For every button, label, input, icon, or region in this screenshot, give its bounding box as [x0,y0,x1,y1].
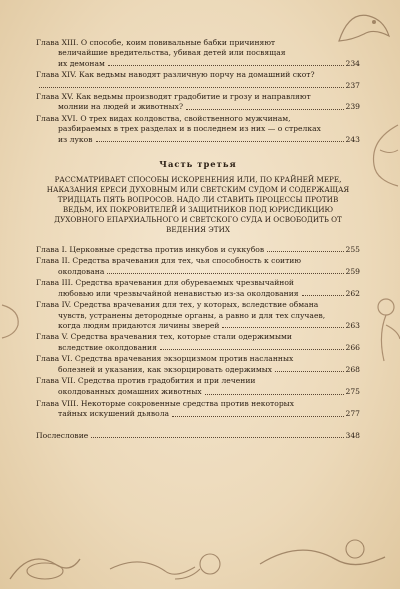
toc-entry[interactable] [36,300,360,331]
toc-entry[interactable] [36,399,360,420]
toc-entry-page: 277 [345,409,360,419]
toc-entry-title: болезней и указания, как экзорцировать одержимых [58,364,273,374]
toc-entry-last-line [36,321,360,331]
toc-entry[interactable] [36,92,360,113]
afterword-page: 348 [345,430,360,440]
toc-entry-line: Глава III. Средства врачевания для обуреваемых чрезвычайной [36,278,294,288]
figure-illustration-right [358,295,400,365]
dot-leader [96,141,344,142]
dot-leader [275,371,343,372]
toc-entry[interactable] [36,332,360,353]
table-of-contents [36,38,360,442]
toc-entry-line: Глава V. Средства врачевания тех, которые стали одержимыми [36,332,292,342]
toc-entry-title: когда людям придаются личины зверей [58,320,220,330]
part-title: Часть третья [159,159,237,170]
dot-leader [205,394,344,395]
toc-entry-title: Глава VII. Средства против градобития и при лечении [36,375,256,385]
toc-entry-line: Глава XIV. Как ведьмы наводят различную порчу на домашний скот? [36,70,315,80]
dot-leader [39,87,344,88]
toc-entry-page: 237 [345,80,360,90]
dot-leader [107,273,343,274]
toc-entry-title: молнии на людей и животных? [58,102,184,112]
dot-leader [160,349,344,350]
toc-entry-line: Глава IV. Средства врачевания для тех, у которых, вследствие обмана [36,300,319,310]
toc-entry-title: любовью или чрезвычайной ненавистью из-за околдования [58,288,299,298]
toc-entry-page: 255 [345,245,360,255]
bottom-creatures-illustration [0,509,400,589]
toc-entry-line: Глава II. Средства врачевания для тех, чья способность к соитию [36,256,301,266]
toc-entry-last-line [36,289,360,299]
toc-entry-last-line [36,59,360,69]
toc-entry-title: из луков [58,134,93,144]
dot-leader [172,416,343,417]
part-description: РАССМАТРИВАЕТ СПОСОБЫ ИСКОРЕНЕНИЯ ИЛИ, ПО КРАЙНЕЙ МЕРЕ, НАКАЗАНИЯ ЕРЕСИ ДУХОВНЫМ ИЛИ СВЕТСКИМ СУДОМ И СОДЕРЖАЩАЯ ТРИДЦАТЬ ПЯТЬ ВОПРОСОВ. НАДО ЛИ СТАВИТЬ ПРОЦЕССЫ ПРОТИВ ВЕДЬМ, ИХ ПОКРОВИТЕЛЕЙ И ЗАЩИТНИКОВ ПОД ЮРИСДИКЦИЮ ДУХОВНОГО ЕПАРХИАЛЬНОГО И СВЕТСКОГО СУДА И ОСВОБОДИТЬ ОТ ВЕДЕНИЯ ЭТИХ [46,175,350,235]
toc-entry-line: величайшие вредительства, убивая детей или посвящая [58,48,286,58]
toc-entry-title: вследствие околдования [58,342,157,352]
toc-entry-last-line [36,409,360,419]
toc-entry-last-line [36,267,360,277]
toc-entry-page: 239 [345,102,360,112]
toc-entry[interactable] [36,245,360,255]
toc-entry-page: 259 [345,266,360,276]
toc-entry-last-line [36,343,360,353]
toc-entry-line: Глава XV. Как ведьмы производят градобитие и грозу и направляют [36,92,311,102]
toc-entry[interactable] [36,38,360,69]
toc-entry-line: разбираемых в трех разделах и в последнем из них — о стрелках [58,124,321,134]
toc-entry-title: их демонам [58,58,105,68]
spacer [36,421,360,431]
dot-leader [302,295,344,296]
toc-entry-line: чувств, устранены детородные органы, а равно и для тех случаев, [58,310,326,320]
toc-group-part-two [36,38,360,145]
toc-entry-line: Глава VI. Средства врачевания экзорцизмом против насланных [36,354,294,364]
toc-entry-title: околдована [58,266,105,276]
toc-entry[interactable] [36,387,360,397]
toc-entry-last-line [36,376,360,386]
toc-entry-afterword[interactable] [36,431,360,441]
toc-entry[interactable] [36,70,360,91]
toc-entry-title: околдованных домашних животных [58,387,202,397]
afterword-label: Послесловие [36,430,89,440]
toc-entry-title: тайных искушений дьявола [58,409,170,419]
toc-entry-last-line [36,431,360,441]
dot-leader [267,251,343,252]
toc-entry[interactable] [36,354,360,375]
toc-entry-line: Глава XVI. О трех видах колдовства, свойственного мужчинам, [36,113,291,123]
dot-leader [222,327,343,328]
toc-group-part-three [36,245,360,420]
toc-entry-page: 243 [345,134,360,144]
creature-illustration-left [0,300,34,340]
toc-entry[interactable] [36,278,360,299]
toc-entry-line: Глава XIII. О способе, коим повивальные бабки причиняют [36,38,276,47]
toc-entry-page: 266 [345,342,360,352]
toc-entry[interactable] [36,376,360,386]
toc-entry-last-line [36,365,360,375]
dot-leader [91,437,343,438]
toc-entry-page: 275 [345,387,360,397]
toc-entry-page: 263 [345,320,360,330]
toc-entry-line: Глава VIII. Некоторые сокровенные средства против некоторых [36,398,295,408]
toc-entry-last-line [36,135,360,145]
toc-entry[interactable] [36,256,360,277]
toc-entry-last-line [36,81,360,91]
toc-entry-page: 234 [345,58,360,68]
pheasant-illustration-right [360,120,400,190]
dot-leader [186,109,343,110]
toc-entry-page: 268 [345,364,360,374]
dot-leader [108,65,344,66]
toc-entry-last-line [36,387,360,397]
toc-entry-last-line [36,102,360,112]
toc-entry[interactable] [36,114,360,145]
toc-entry-last-line [36,245,360,255]
toc-entry-title: Глава I. Церковные средства против инкубов и суккубов [36,245,265,255]
toc-entry-page: 262 [345,288,360,298]
